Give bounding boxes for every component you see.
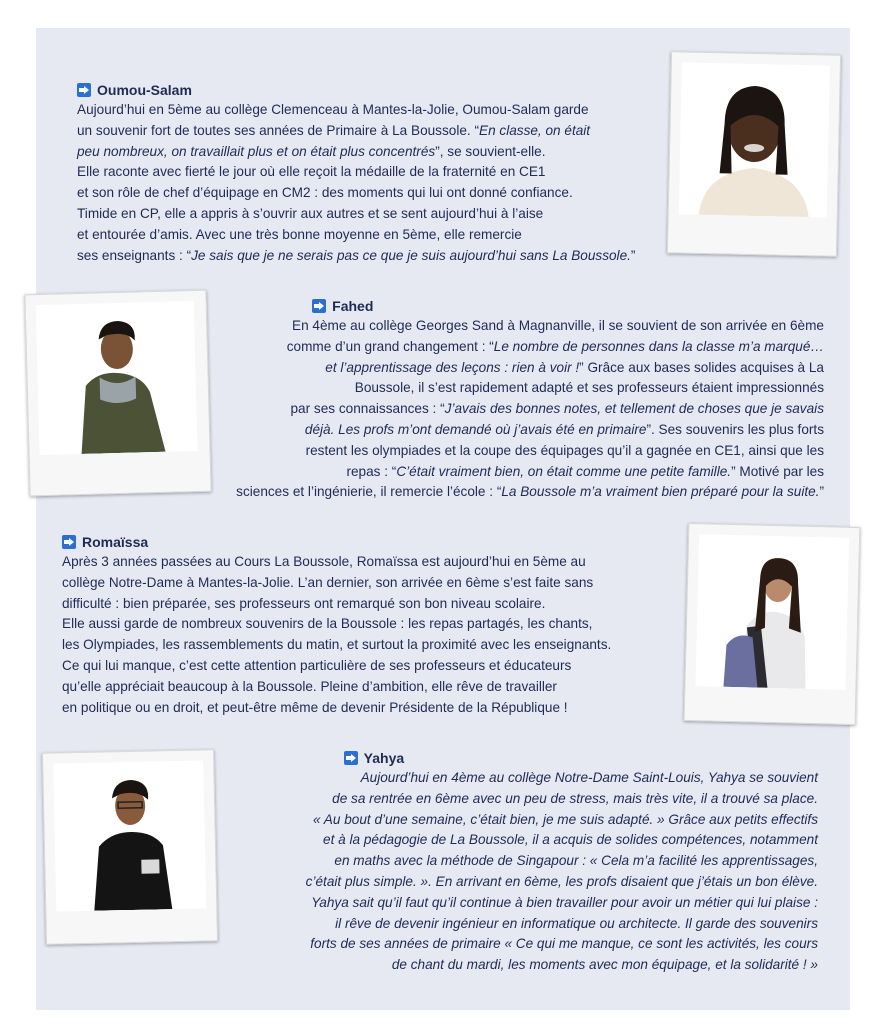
profile-text [306, 768, 818, 976]
text-line [62, 594, 611, 615]
quote-text: Le nombre de personnes dans la classe m’a marqué… [493, 338, 824, 354]
text-line [306, 810, 818, 831]
text-line [306, 830, 818, 851]
profile-name: Fahed [332, 297, 374, 314]
right-arrow-icon [344, 751, 358, 765]
text-line [306, 893, 818, 914]
photo-frame [667, 51, 841, 257]
profile-text [77, 100, 635, 266]
body-text: ”, se souvient-elle. [435, 143, 546, 159]
text-line [77, 225, 635, 246]
text-line [77, 183, 635, 204]
body-text: en politique ou en droit, et peut-être même de devenir Présidente de la République ! [62, 699, 568, 715]
quote-text: forts de ses années de primaire « Ce qui me manque, ce sont les activités, les cours [310, 936, 818, 952]
text-line [62, 635, 611, 656]
body-text: Aujourd’hui en 5ème au collège Clemenceau à Mantes-la-Jolie, Oumou-Salam garde [77, 102, 589, 117]
profile-name: Oumou-Salam [97, 81, 192, 98]
profile-name: Romaïssa [82, 533, 149, 550]
body-text: ” Grâce aux bases solides acquises à La [579, 359, 824, 375]
portrait-photo [36, 301, 198, 455]
quote-text: J’avais des bonnes notes, et tellement de choses que je savais [444, 401, 824, 417]
body-text: sciences et l’ingénierie, il remercie l’école : “ [236, 484, 502, 500]
body-text: ”. Ses souvenirs les plus forts [646, 421, 824, 437]
text-line [77, 162, 635, 183]
body-text: Elle raconte avec fierté le jour où elle reçoit la médaille de la fraternité en CE1 [77, 164, 546, 180]
quote-text: La Boussole m’a vraiment bien préparé pour la suite. [501, 484, 820, 500]
text-line [306, 768, 818, 789]
text-line [236, 441, 824, 462]
portrait-photo [695, 534, 849, 690]
profile-yahya [306, 748, 818, 976]
body-text: Boussole, il s’est rapidement adapté et ses professeurs étaient impressionnés [354, 380, 824, 396]
text-line [236, 420, 824, 441]
profile-fahed [236, 296, 824, 503]
quote-text: C’était vraiment bien, on était comme une petite famille. [396, 463, 732, 479]
body-text: restent les olympiades et la coupe des équipages qu’il a gagnée en CE1, ainsi que les [305, 442, 824, 458]
text-line [306, 955, 818, 976]
body-text: difficulté : bien préparée, ses professeurs ont remarqué son bon niveau scolaire. [62, 595, 546, 611]
text-line [236, 462, 824, 483]
text-line [77, 100, 635, 121]
text-line [236, 358, 824, 379]
text-line [306, 914, 818, 935]
text-line [62, 552, 611, 573]
text-line [77, 121, 635, 142]
text-line [306, 872, 818, 893]
body-text: repas : “ [346, 463, 397, 479]
quote-text: En classe, on était [479, 122, 591, 138]
profile-romaissa [62, 532, 611, 718]
text-line [77, 204, 635, 225]
body-text: un souvenir fort de toutes ses années de Primaire à La Boussole. “ [77, 122, 479, 138]
body-text: Ce qui lui manque, c’est cette attention particulière de ses professeurs et éducateurs [62, 657, 572, 673]
body-text: par ses connaissances : “ [290, 401, 445, 417]
body-text: En 4ème au collège Georges Sand à Magnanville, il se souvient de son arrivée en 6ème [292, 318, 824, 333]
text-line [62, 677, 611, 698]
photo-frame [684, 523, 861, 725]
body-text: comme d’un grand changement : “ [286, 338, 494, 354]
body-text: ” [819, 484, 824, 500]
quote-text: c’était plus simple. ». En arrivant en 6ème, les profs disaient que j’étais un bon élève. [305, 873, 818, 889]
body-text: et entourée d’amis. Avec une très bonne moyenne en 5ème, elle remercie [77, 226, 522, 242]
quote-text: de chant du mardi, les moments avec mon équipage, et la solidarité ! » [391, 957, 818, 973]
body-text: Timide en CP, elle a appris à s’ouvrir aux autres et se sent aujourd’hui à l’aise [77, 205, 544, 221]
profile-name: Yahya [363, 749, 405, 766]
quote-text: Yahya sait qu’il faut qu’il continue à bien travailler pour avoir un métier qui lui plaise : [311, 894, 818, 910]
text-line [306, 851, 818, 872]
photo-frame [24, 290, 211, 497]
text-line [77, 246, 635, 267]
profile-oumou-salam [77, 80, 635, 266]
body-text: ” [630, 247, 636, 263]
body-text: ” Motivé par les [731, 463, 824, 479]
quote-text: de sa rentrée en 6ème avec un peu de stress, mais très vite, il a trouvé sa place. [332, 790, 818, 806]
body-text: ses enseignants : “ [77, 247, 192, 263]
text-line [236, 399, 824, 420]
right-arrow-icon [77, 83, 91, 97]
portrait-photo [53, 760, 206, 911]
quote-text: déjà. Les profs m’ont demandé où j’avais été en primaire [304, 421, 647, 437]
text-line [62, 573, 611, 594]
text-line [62, 614, 611, 635]
quote-text: il rêve de devenir ingénieur en informatique ou architecte. Il garde des souvenirs [335, 915, 818, 931]
body-text: qu’elle appréciait beaucoup à la Boussole. Pleine d’ambition, elle rêve de travailler [62, 678, 557, 694]
body-text: et son rôle de chef d’équipage en CM2 : des moments qui lui ont donné confiance. [77, 185, 573, 201]
photo-frame [42, 749, 218, 945]
text-line [62, 656, 611, 677]
body-text: collège Notre-Dame à Mantes-la-Jolie. L’an dernier, son arrivée en 6ème s’est faite sans [62, 574, 594, 590]
profile-text [236, 316, 824, 503]
text-line [236, 378, 824, 399]
body-text: les Olympiades, les rassemblements du matin, et surtout la proximité avec les enseignants. [62, 637, 612, 653]
quote-text: peu nombreux, on travaillait plus et on était plus concentrés [77, 143, 436, 159]
text-line [236, 316, 824, 337]
quote-text: en maths avec la méthode de Singapour : « Cela m’a facilité les apprentissages, [334, 853, 818, 869]
text-line [236, 337, 824, 358]
text-line [306, 934, 818, 955]
quote-text: et l’apprentissage des leçons : rien à voir ! [325, 359, 580, 375]
quote-text: et à la pédagogie de La Boussole, il a acquis de solides compétences, notamment [323, 832, 818, 848]
profile-text [62, 552, 611, 718]
right-arrow-icon [312, 299, 326, 313]
body-text: Après 3 années passées au Cours La Boussole, Romaïssa est aujourd’hui en 5ème au [62, 554, 586, 569]
text-line [77, 142, 635, 163]
portrait-photo [679, 62, 830, 217]
quote-text: Je sais que je ne serais pas ce que je suis aujourd’hui sans La Boussole. [191, 247, 631, 263]
quote-text: Aujourd’hui en 4ème au collège Notre-Dame Saint-Louis, Yahya se souvient [360, 770, 818, 785]
right-arrow-icon [62, 535, 76, 549]
text-line [62, 698, 611, 719]
quote-text: « Au bout d’une semaine, c’était bien, je me suis adapté. » Grâce aux petits effectifs [312, 811, 818, 827]
text-line [306, 789, 818, 810]
body-text: Elle aussi garde de nombreux souvenirs de la Boussole : les repas partagés, les chants, [62, 616, 593, 632]
text-line [236, 482, 824, 503]
